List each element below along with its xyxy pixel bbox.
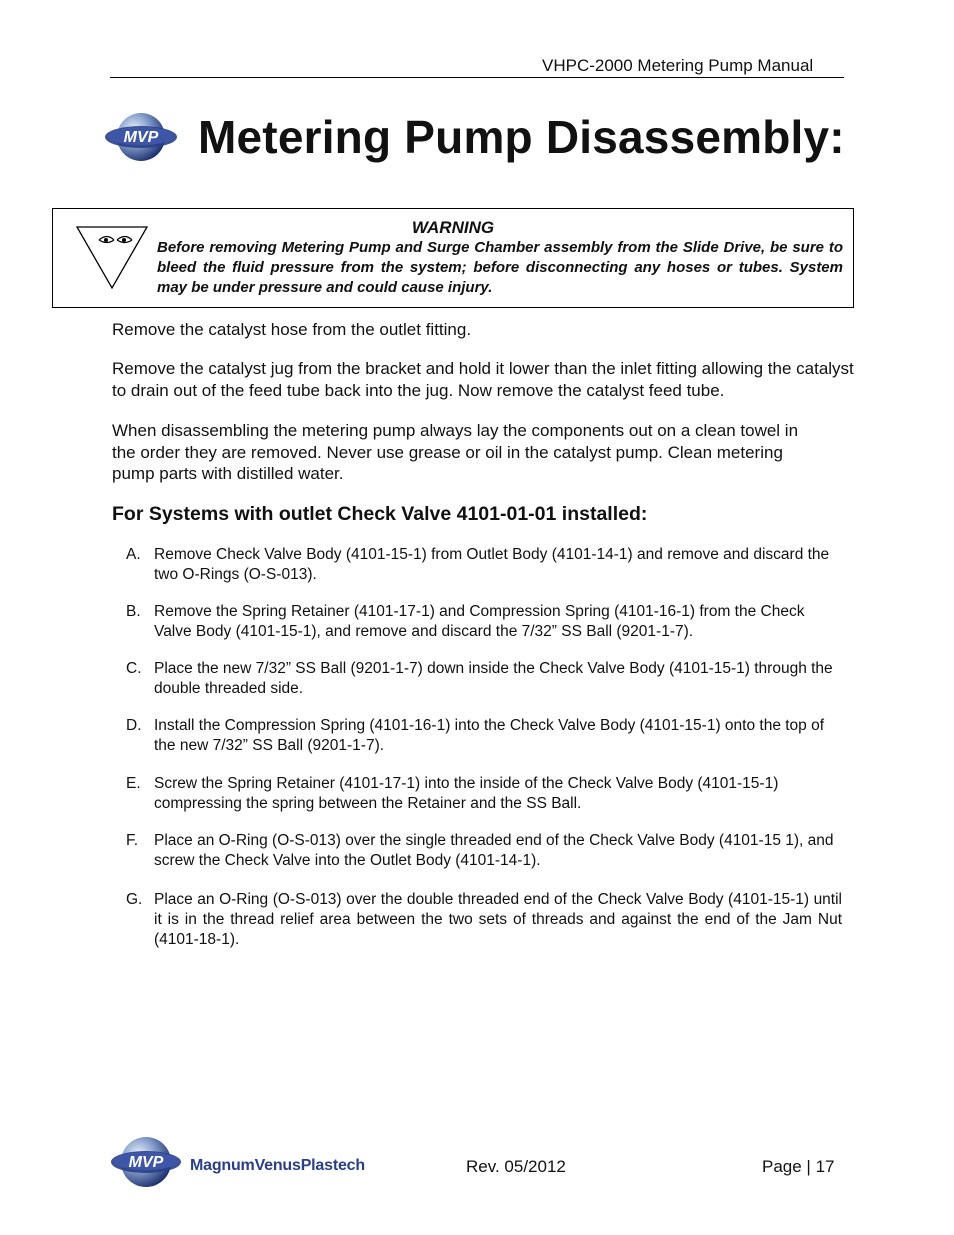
mvp-logo-icon: [104, 110, 178, 164]
list-item-letter: G.: [126, 891, 143, 908]
revision-label: Rev. 05/2012: [466, 1157, 566, 1176]
list-item-text: Remove Check Valve Body (4101-15-1) from Outlet Body (4101-14-1) and remove and discard the two O-Rings (O-S-013).: [154, 546, 830, 583]
list-item-letter: A.: [126, 546, 141, 563]
list-item-text: Install the Compression Spring (4101-16-1) into the Check Valve Body (4101-15-1) onto the top of the new 7/32” SS Ball (9201-1-7).: [154, 717, 825, 754]
page-title: Metering Pump Disassembly:: [198, 111, 845, 163]
list-item-text: Screw the Spring Retainer (4101-17-1) into the inside of the Check Valve Body (4101-15-1) compressing the spring between the Retainer and the SS Ball.: [154, 775, 779, 812]
list-item-letter: B.: [126, 603, 141, 620]
list-item-text: Remove the Spring Retainer (4101-17-1) and Compression Spring (4101-16-1) from the Check Valve Body (4101-15-1), and remove and discard the 7/32” SS Ball (9201-1-7).: [154, 603, 805, 640]
warning-text: Before removing Metering Pump and Surge Chamber assembly from the Slide Drive, be sure to bleed the fluid pressure from the system; before disconnecting any hoses or tubes. System may be under pressure and could cause injury.: [157, 239, 843, 296]
mvp-logo-text: MVP: [128, 1154, 164, 1171]
list-item-letter: D.: [126, 717, 142, 734]
mvp-logo-text: MVP: [123, 129, 159, 146]
paragraph: When disassembling the metering pump always lay the components out on a clean towel in the order they are removed. Never use grease or oil in the catalyst pump. Clean metering pump parts with distilled water.: [112, 421, 799, 483]
manual-title: VHPC-2000 Metering Pump Manual: [542, 56, 814, 75]
list-item-text: Place the new 7/32” SS Ball (9201-1-7) down inside the Check Valve Body (4101-15-1) through the double threaded side.: [154, 660, 833, 697]
mvp-footer-logo-icon: [110, 1134, 182, 1190]
brand-wordmark: MagnumVenusPlastech: [190, 1157, 365, 1174]
list-item-letter: E.: [126, 775, 141, 792]
warning-box: [52, 208, 854, 308]
section-heading: For Systems with outlet Check Valve 4101-01-01 installed:: [112, 503, 648, 525]
page-number: Page | 17: [762, 1157, 835, 1176]
list-item-letter: C.: [126, 660, 142, 677]
paragraph: Remove the catalyst jug from the bracket and hold it lower than the inlet fitting allowing the catalyst to drain out of the feed tube back into the jug. Now remove the catalyst feed tube.: [112, 359, 854, 400]
paragraph: Remove the catalyst hose from the outlet fitting.: [112, 320, 472, 339]
header-divider: [110, 77, 844, 78]
list-item-text: Place an O-Ring (O-S-013) over the single threaded end of the Check Valve Body (4101-15 1), and screw the Check Valve into the Outlet Body (4101-14-1).: [154, 832, 834, 869]
list-item-letter: F.: [126, 832, 139, 849]
list-item-text: Place an O-Ring (O-S-013) over the double threaded end of the Check Valve Body (4101-15-1) until it is in the thread relief area between the two sets of threads and against the end of the Jam Nut (4101-18-1).: [154, 891, 842, 948]
warning-title: WARNING: [411, 218, 495, 237]
